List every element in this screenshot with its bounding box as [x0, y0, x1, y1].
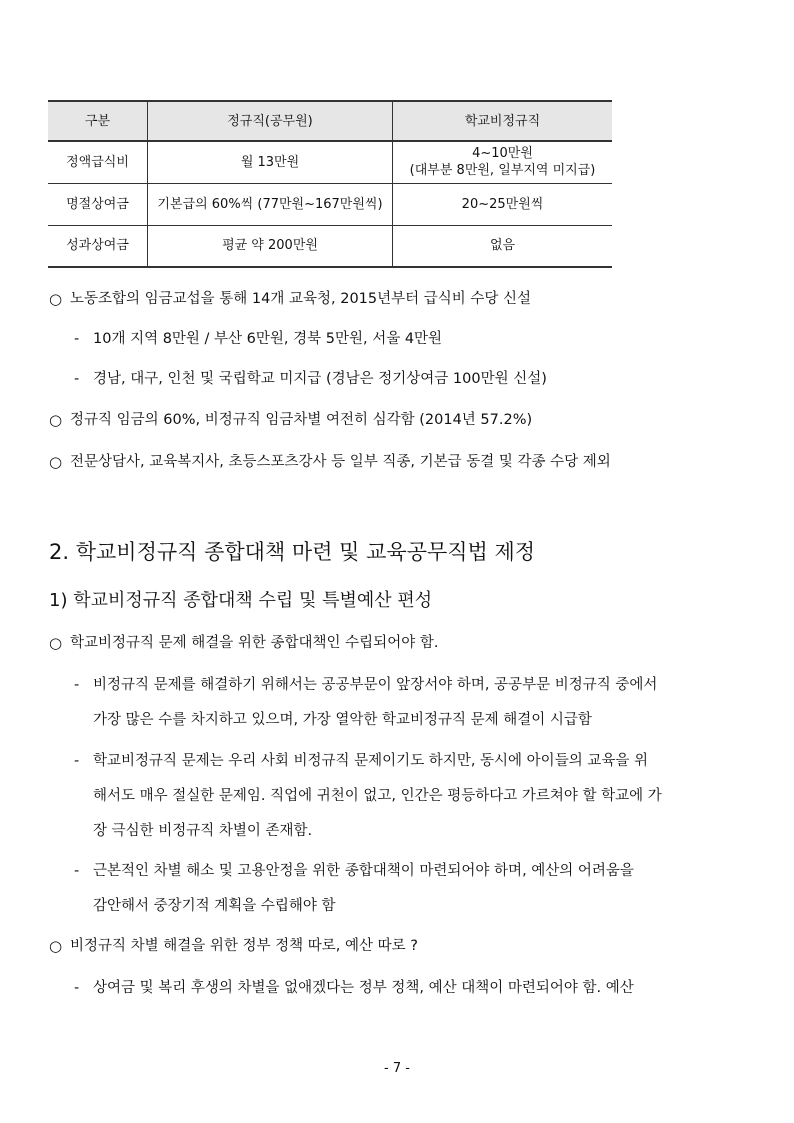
bullet-text: 가장 많은 수를 차지하고 있으며, 가장 열악한 학교비정규직 문제 해결이 시급함: [93, 712, 592, 728]
comparison-table: [48, 100, 612, 268]
nonregular-cell: [393, 141, 613, 183]
table-header-cell: 구분: [48, 101, 148, 141]
bullet-text: 근본적인 차별 해소 및 고용안정을 위한 종합대책이 마련되어야 하며, 예산의 어려움을: [93, 863, 634, 879]
bullet-text: 노동조합의 임금교섭을 통해 14개 교육청, 2015년부터 급식비 수당 신설: [70, 291, 532, 307]
bullet-text: 해서도 매우 절실한 문제임. 직업에 귀천이 없고, 인간은 평등하다고 가르쳐야 할 학교에 가: [93, 788, 662, 804]
bullet-text: 상여금 및 복리 후생의 차별을 없애겠다는 정부 정책, 예산 대책이 마련되어야 함. 예산: [93, 980, 634, 996]
dash-bullet-icon: -: [74, 980, 80, 996]
nonregular-cell: 20~25만원씩: [393, 183, 613, 225]
circle-bullet-icon: ○: [49, 411, 63, 429]
dash-bullet-icon: -: [74, 371, 80, 387]
bullet-text: 학교비정규직 문제 해결을 위한 종합대책인 수립되어야 함.: [70, 635, 439, 651]
regular-cell: 월 13만원: [148, 141, 393, 183]
table-row: [48, 225, 612, 267]
nonregular-cell: 없음: [393, 225, 613, 267]
circle-bullet-icon: ○: [49, 290, 63, 308]
table-row: [48, 141, 612, 183]
dash-bullet-icon: -: [74, 753, 80, 769]
bullet-text: 비정규직 차별 해결을 위한 정부 정책 따로, 예산 따로 ?: [70, 938, 418, 954]
table-header-row: [48, 101, 612, 141]
row-label: 명절상여금: [48, 183, 148, 225]
nonregular-note: (대부분 8만원, 일부지역 미지급): [409, 163, 596, 179]
bullet-text: 비정규직 문제를 해결하기 위해서는 공공부문이 앞장서야 하며, 공공부문 비정규직 중에서: [93, 677, 658, 693]
subsection-heading: 1) 학교비정규직 종합대책 수립 및 특별예산 편성: [49, 590, 433, 611]
circle-bullet-icon: ○: [49, 453, 63, 471]
bullet-text: 전문상담사, 교육복지사, 초등스포츠강사 등 일부 직종, 기본급 동결 및 각종 수당 제외: [70, 454, 611, 470]
dash-bullet-icon: -: [74, 863, 80, 879]
section-heading: 2. 학교비정규직 종합대책 마련 및 교육공무직법 제정: [49, 540, 536, 564]
circle-bullet-icon: ○: [49, 634, 63, 652]
table-row: [48, 183, 612, 225]
dash-bullet-icon: -: [74, 331, 80, 347]
nonregular-value: 4~10만원: [472, 146, 533, 162]
bullet-text: 경남, 대구, 인천 및 국립학교 미지급 (경남은 정기상여금 100만원 신설): [93, 371, 547, 387]
dash-bullet-icon: -: [74, 677, 80, 693]
table-header-cell: 정규직(공무원): [148, 101, 393, 141]
table-header-cell: 학교비정규직: [393, 101, 613, 141]
regular-cell: 기본급의 60%씩 (77만원~167만원씩): [148, 183, 393, 225]
row-label: 성과상여금: [48, 225, 148, 267]
bullet-text: 장 극심한 비정규직 차별이 존재함.: [93, 823, 313, 839]
page-number: - 7 -: [384, 1061, 410, 1076]
circle-bullet-icon: ○: [49, 937, 63, 955]
bullet-text: 학교비정규직 문제는 우리 사회 비정규직 문제이기도 하지만, 동시에 아이들의 교육을 위: [93, 753, 648, 769]
bullet-text: 정규직 임금의 60%, 비정규직 임금차별 여전히 심각함 (2014년 57.2%): [70, 412, 533, 428]
bullet-text: 감안해서 중장기적 계획을 수립해야 함: [93, 898, 336, 914]
regular-cell: 평균 약 200만원: [148, 225, 393, 267]
bullet-text: 10개 지역 8만원 / 부산 6만원, 경북 5만원, 서울 4만원: [93, 331, 443, 347]
row-label: 정액급식비: [48, 141, 148, 183]
